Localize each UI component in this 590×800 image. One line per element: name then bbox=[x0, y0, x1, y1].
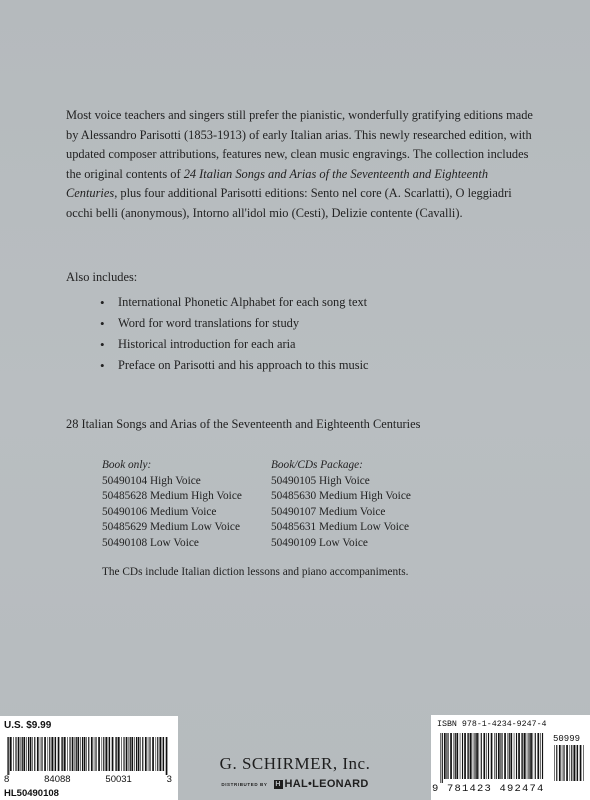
barcode-bar bbox=[72, 737, 74, 771]
barcode-bar bbox=[447, 733, 448, 779]
barcode-bar bbox=[15, 737, 16, 771]
barcode-bar bbox=[142, 737, 143, 771]
barcode-bar bbox=[524, 733, 526, 779]
barcode-bar bbox=[559, 745, 561, 781]
price-addon-barcode bbox=[553, 745, 585, 785]
barcode-bar bbox=[576, 745, 577, 781]
barcode-bar bbox=[86, 737, 87, 771]
upc-digits bbox=[4, 774, 172, 785]
distributed-by-label: DISTRIBUTED BY bbox=[221, 781, 268, 787]
barcode-bar bbox=[494, 733, 495, 779]
barcode-bar bbox=[94, 737, 95, 771]
barcode-bar bbox=[486, 733, 487, 779]
barcode-bar bbox=[115, 737, 116, 771]
distributor-name: HAL•LEONARD bbox=[284, 778, 369, 790]
barcode-bar bbox=[134, 737, 135, 771]
barcode-bar bbox=[82, 737, 83, 771]
price: U.S. $9.99 bbox=[4, 720, 52, 731]
edition-item: 50490106 Medium Voice bbox=[102, 505, 217, 518]
barcode-bar bbox=[500, 733, 501, 779]
barcode-bar bbox=[488, 733, 489, 779]
barcode-bar bbox=[444, 733, 446, 779]
barcode-bar bbox=[32, 737, 33, 771]
series-title: 28 Italian Songs and Arias of the Seventeenth and Eighteenth Centuries bbox=[66, 417, 421, 431]
barcode-bar bbox=[121, 737, 122, 771]
barcode-bar bbox=[156, 737, 157, 771]
cd-note: The CDs include Italian diction lessons and piano accompaniments. bbox=[102, 566, 409, 578]
barcode-bar bbox=[501, 733, 502, 779]
barcode-bar bbox=[570, 745, 571, 781]
barcode-bar bbox=[510, 733, 512, 779]
barcode-bar bbox=[118, 737, 120, 771]
edition-item: 50490105 High Voice bbox=[271, 474, 370, 487]
barcode-bar bbox=[455, 733, 456, 779]
barcode-bar bbox=[509, 733, 510, 779]
barcode-bar bbox=[583, 745, 584, 781]
barcode-bar bbox=[481, 733, 482, 779]
barcode-bar bbox=[464, 733, 466, 779]
isbn-barcode-label bbox=[431, 715, 590, 800]
barcode-bar bbox=[98, 737, 100, 771]
barcode-bar bbox=[159, 737, 161, 771]
barcode-bar bbox=[103, 737, 104, 771]
barcode-bar bbox=[467, 733, 468, 779]
barcode-bar bbox=[440, 733, 441, 783]
isbn-number: ISBN 978-1-4234-9247-4 bbox=[437, 720, 547, 729]
barcode-bar bbox=[508, 733, 509, 779]
barcode-bar bbox=[522, 733, 523, 779]
barcode-bar bbox=[84, 737, 86, 771]
feature-item: • Word for word translations for study bbox=[100, 313, 369, 334]
feature-list bbox=[100, 292, 369, 376]
barcode-bar bbox=[95, 737, 96, 771]
barcode-bar bbox=[479, 733, 480, 779]
barcode-bar bbox=[109, 737, 110, 771]
intro-book-title: 24 Italian Songs and Arias of the Seventeenth and Eighteenth Centuries bbox=[66, 166, 489, 201]
barcode-bar bbox=[34, 737, 35, 771]
barcode-bar bbox=[13, 737, 14, 771]
barcode-bar bbox=[462, 733, 463, 779]
price-barcode-label bbox=[0, 716, 178, 800]
barcode-bar bbox=[37, 737, 39, 771]
barcode-bar bbox=[554, 745, 555, 781]
barcode-bar bbox=[21, 737, 22, 771]
barcode-bar bbox=[67, 737, 68, 771]
barcode-bar bbox=[562, 745, 563, 781]
barcode-bar bbox=[30, 737, 32, 771]
barcode-bar bbox=[474, 733, 475, 779]
barcode-bar bbox=[476, 733, 478, 779]
barcode-bar bbox=[530, 733, 532, 779]
edition-item: 50485631 Medium Low Voice bbox=[271, 521, 409, 534]
barcode-bar bbox=[49, 737, 50, 771]
intro-paragraph bbox=[66, 106, 534, 224]
upc-digit-group: 84088 bbox=[44, 774, 71, 785]
upc-digit-group: 50031 bbox=[105, 774, 132, 785]
book-cds-list bbox=[271, 458, 411, 552]
barcode-bar bbox=[136, 737, 137, 771]
barcode-bar bbox=[566, 745, 568, 781]
hal-leonard-mark-icon: H bbox=[275, 780, 281, 788]
barcode-bar bbox=[44, 737, 46, 771]
barcode-bar bbox=[75, 737, 76, 771]
barcode-bar bbox=[54, 737, 55, 771]
barcode-bar bbox=[528, 733, 529, 779]
feature-item: • Historical introduction for each aria bbox=[100, 334, 369, 355]
barcode-bar bbox=[442, 733, 443, 783]
barcode-bar bbox=[62, 737, 63, 771]
upc-barcode bbox=[6, 737, 170, 775]
barcode-bar bbox=[166, 737, 168, 775]
barcode-bar bbox=[69, 737, 70, 771]
barcode-bar bbox=[521, 733, 522, 779]
barcode-bar bbox=[573, 745, 575, 781]
barcode-bar bbox=[22, 737, 23, 771]
barcode-bar bbox=[537, 733, 539, 779]
barcode-bar bbox=[148, 737, 149, 771]
edition-item: 50485629 Medium Low Voice bbox=[102, 521, 240, 534]
barcode-bar bbox=[473, 733, 474, 779]
also-includes-label: Also includes: bbox=[66, 270, 138, 284]
barcode-bar bbox=[580, 745, 582, 781]
barcode-bar bbox=[577, 745, 578, 781]
barcode-bar bbox=[163, 737, 164, 771]
barcode-bar bbox=[108, 737, 109, 771]
barcode-bar bbox=[129, 737, 130, 771]
barcode-bar bbox=[105, 737, 107, 771]
book-only-heading: Book only: bbox=[102, 459, 152, 471]
barcode-bar bbox=[26, 737, 27, 771]
ean-digits: 9 781423 492474 bbox=[432, 783, 545, 795]
barcode-bar bbox=[468, 733, 469, 779]
barcode-bar bbox=[563, 745, 564, 781]
barcode-bar bbox=[162, 737, 163, 771]
barcode-bar bbox=[491, 733, 493, 779]
barcode-bar bbox=[498, 733, 500, 779]
barcode-bar bbox=[454, 733, 455, 779]
upc-digit-group: 8 bbox=[4, 774, 10, 785]
barcode-bar bbox=[58, 737, 60, 771]
barcode-bar bbox=[450, 733, 452, 779]
barcode-bar bbox=[64, 737, 66, 771]
barcode-bar bbox=[152, 737, 154, 771]
intro-text-2: , plus four additional Parisotti editions: Sento nel core (A. Scarlatti), O leggiadri occhi belli (anonymous), Intorno all'idol mio (Cesti), Delizie contente (Cavalli). bbox=[66, 186, 512, 220]
barcode-bar bbox=[10, 737, 12, 771]
barcode-bar bbox=[518, 733, 520, 779]
barcode-bar bbox=[571, 745, 572, 781]
barcode-bar bbox=[126, 737, 128, 771]
barcode-bar bbox=[516, 733, 517, 779]
barcode-bar bbox=[116, 737, 117, 771]
hl-product-code: HL50490108 bbox=[4, 788, 59, 799]
barcode-bar bbox=[77, 737, 79, 771]
barcode-bar bbox=[527, 733, 528, 779]
barcode-bar bbox=[8, 737, 9, 775]
barcode-bar bbox=[535, 733, 536, 779]
barcode-bar bbox=[51, 737, 53, 771]
book-only-list bbox=[102, 458, 242, 552]
edition-item: 50490108 Low Voice bbox=[102, 536, 199, 549]
barcode-bar bbox=[496, 733, 497, 779]
barcode-bar bbox=[157, 737, 158, 771]
barcode-bar bbox=[18, 737, 20, 771]
barcode-bar bbox=[7, 737, 8, 775]
edition-item: 50490107 Medium Voice bbox=[271, 505, 386, 518]
barcode-bar bbox=[533, 733, 534, 779]
barcode-bar bbox=[456, 733, 458, 779]
hal-leonard-logo bbox=[274, 778, 369, 790]
barcode-bar bbox=[76, 737, 77, 771]
barcode-bar bbox=[145, 737, 147, 771]
barcode-bar bbox=[61, 737, 62, 771]
barcode-bar bbox=[149, 737, 150, 771]
feature-item: • Preface on Parisotti and his approach to this music bbox=[100, 355, 369, 376]
upc-digit-group: 3 bbox=[166, 774, 172, 785]
book-cds-heading: Book/CDs Package: bbox=[271, 459, 363, 471]
barcode-bar bbox=[540, 733, 541, 779]
barcode-bar bbox=[138, 737, 140, 771]
barcode-bar bbox=[460, 733, 461, 779]
barcode-bar bbox=[88, 737, 89, 771]
edition-item: 50485630 Medium High Voice bbox=[271, 490, 411, 503]
ean-barcode bbox=[439, 733, 547, 783]
barcode-bar bbox=[91, 737, 93, 771]
barcode-bar bbox=[504, 733, 506, 779]
barcode-bar bbox=[514, 733, 515, 779]
barcode-bar bbox=[446, 733, 447, 779]
intro-text-1: Most voice teachers and singers still prefer the pianistic, wonderfully gratifying editions made by Alessandro Parisotti (1853-1913) of early Italian arias. This newly researched edition, with updated composer attributions, features new, clean music engravings. The collection includes the original contents of bbox=[66, 108, 533, 181]
barcode-bar bbox=[80, 737, 81, 771]
edition-item: 50490104 High Voice bbox=[102, 474, 201, 487]
barcode-bar bbox=[28, 737, 29, 771]
barcode-bar bbox=[112, 737, 114, 771]
barcode-bar bbox=[55, 737, 56, 771]
barcode-bar bbox=[48, 737, 49, 771]
barcode-bar bbox=[102, 737, 103, 771]
feature-item: • International Phonetic Alphabet for each song text bbox=[100, 292, 369, 313]
barcode-bar bbox=[556, 745, 557, 781]
barcode-bar bbox=[131, 737, 133, 771]
barcode-bar bbox=[483, 733, 485, 779]
barcode-bar bbox=[23, 737, 25, 771]
price-code: 50999 bbox=[553, 734, 581, 744]
publisher-block bbox=[200, 754, 390, 790]
distributor-line bbox=[200, 778, 390, 790]
barcode-bar bbox=[470, 733, 472, 779]
barcode-bar bbox=[40, 737, 41, 771]
barcode-bar bbox=[542, 733, 543, 779]
edition-item: 50485628 Medium High Voice bbox=[102, 490, 242, 503]
barcode-bar bbox=[41, 737, 42, 771]
barcode-bar bbox=[140, 737, 141, 771]
barcode-bar bbox=[123, 737, 124, 771]
publisher-name: G. SCHIRMER, Inc. bbox=[219, 754, 371, 773]
edition-item: 50490109 Low Voice bbox=[271, 536, 368, 549]
barcode-bar bbox=[130, 737, 131, 771]
